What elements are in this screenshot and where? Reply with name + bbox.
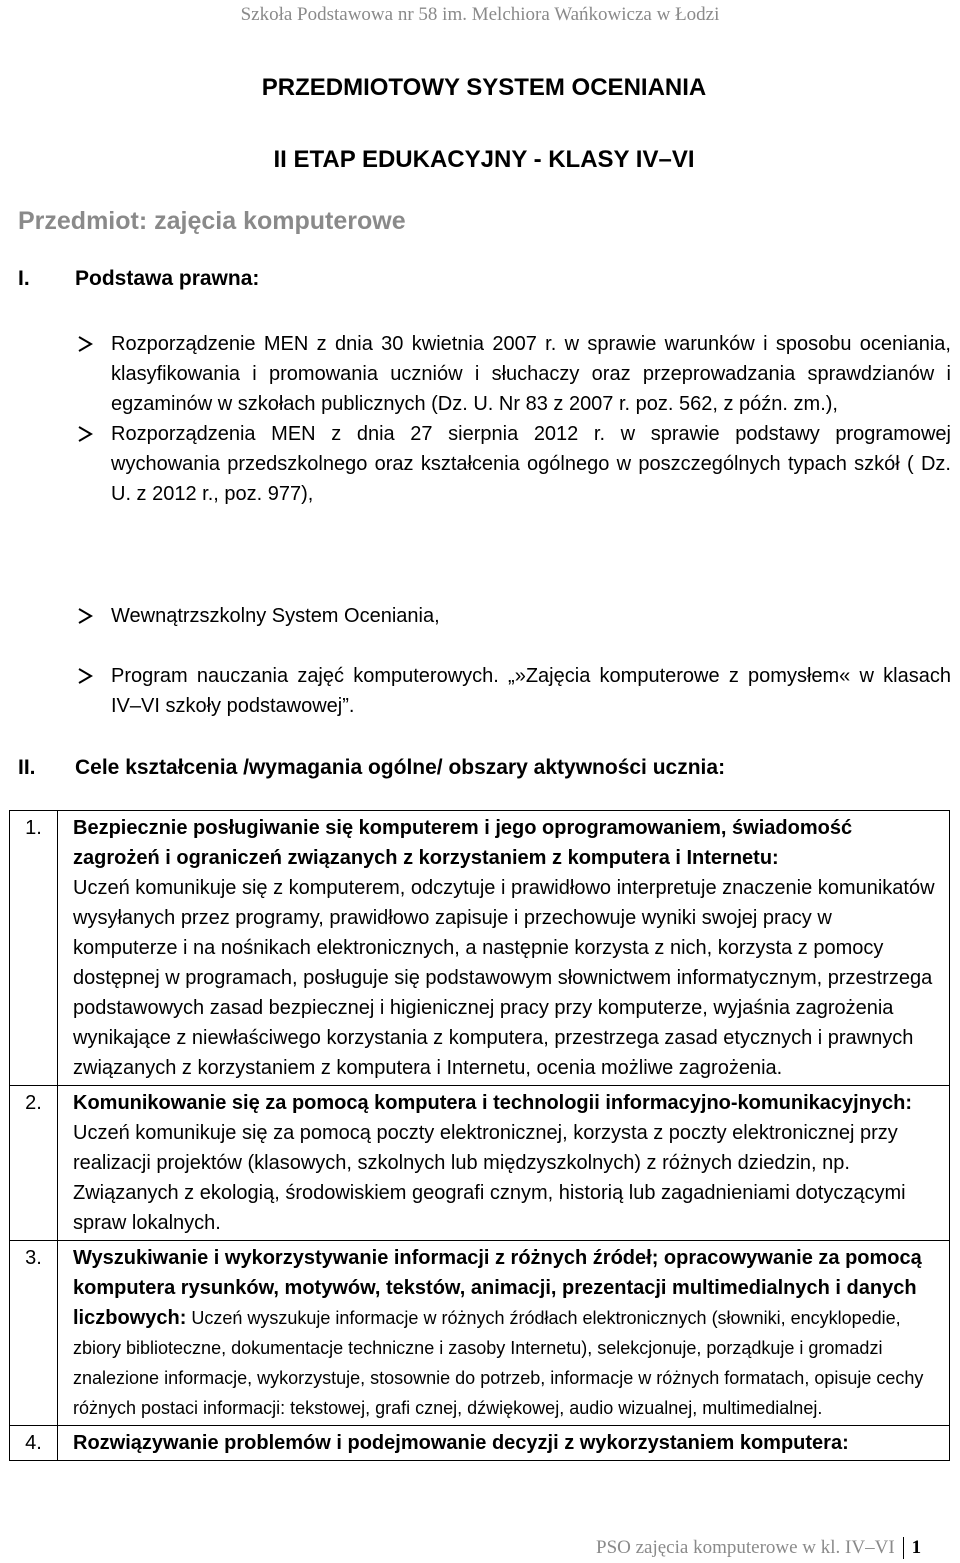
section-2-title: Cele kształcenia /wymagania ogólne/ obszary aktywności ucznia:: [75, 756, 726, 779]
row-title: Rozwiązywanie problemów i podejmowanie decyzji z wykorzystaniem komputera:: [73, 1432, 849, 1454]
legal-basis-list-2: [73, 601, 951, 631]
row-content: [58, 1086, 950, 1241]
list-item: [73, 419, 951, 509]
document-subtitle: II ETAP EDUKACYJNY - KLASY IV–VI: [273, 146, 695, 173]
table-row: [10, 1086, 950, 1241]
subject-heading: Przedmiot: zajęcia komputerowe: [18, 207, 406, 235]
arrow-bullet-icon: [73, 329, 97, 359]
footer-divider: [903, 1537, 904, 1559]
document-title: PRZEDMIOTOWY SYSTEM OCENIANIA: [261, 74, 707, 101]
arrow-bullet-icon: [73, 661, 97, 691]
row-number: 2.: [10, 1086, 58, 1241]
list-item-text: Program nauczania zajęć komputerowych. „»Zajęcia komputerowe z pomysłem« w klasach IV–VI szkoły podstawowej”.: [111, 665, 951, 717]
arrow-bullet-icon: [73, 419, 97, 449]
footer-label: PSO zajęcia komputerowe w kl. IV–VI: [596, 1537, 895, 1558]
row-content: [58, 1241, 950, 1426]
row-text: Uczeń komunikuje się z komputerem, odczytuje i prawidłowo interpretuje znaczenie komunikatów wysyłanych przez programy, prawidłowo zapisuje i przechowuje wyniki swojej pracy w komputerze i na nośnikach elektronicznych, a następnie korzysta z nich, korzysta z pomocy dostępnej w programach, posługuje się podstawowym słownictwem informatycznym, przestrzega podstawowych zasad bezpiecznej i higienicznej pracy przy komputerze, wyjaśnia zagrożenia wynikające z niewłaściwego korzystania z komputera, przestrzega zasad etycznych i prawnych związanych z korzystaniem z komputera i Internetu, ocenia możliwe zagrożenia.: [73, 877, 935, 1079]
list-item: [73, 661, 951, 721]
table-row: [10, 811, 950, 1086]
list-item-text: Wewnątrzszkolny System Oceniania,: [111, 605, 440, 627]
section-2-heading: [18, 756, 725, 780]
section-1-number: I.: [18, 267, 30, 290]
row-content: [58, 1426, 950, 1461]
list-item-text: Rozporządzenia MEN z dnia 27 sierpnia 2012 r. w sprawie podstawy programowej wychowania przedszkolnego oraz kształcenia ogólnego w poszczególnych typach szkół ( Dz. U. z 2012 r., poz. 977),: [111, 423, 951, 505]
row-number: 3.: [10, 1241, 58, 1426]
row-title: Bezpiecznie posługiwanie się komputerem i jego oprogramowaniem, świadomość zagrożeń i ograniczeń związanych z korzystaniem z komputera i Internetu:: [73, 817, 853, 869]
table-row: [10, 1241, 950, 1426]
row-number: 4.: [10, 1426, 58, 1461]
goals-table: [9, 810, 950, 1461]
list-item: [73, 601, 951, 631]
row-text: Uczeń komunikuje się za pomocą poczty elektronicznej, korzysta z poczty elektronicznej przy realizacji projektów (klasowych, szkolnych lub międzyszkolnych) z różnych dziedzin, np. Związanych z ekologią, środowiskiem geografi cznym, historią lub zagadnieniami dotyczącymi spraw lokalnych.: [73, 1122, 906, 1234]
page-footer: [596, 1537, 921, 1559]
row-title: Komunikowanie się za pomocą komputera i technologii informacyjno-komunikacyjnych:: [73, 1092, 913, 1114]
page-number: 1: [911, 1537, 922, 1558]
row-title: Wyszukiwanie i wykorzystywanie informacji z różnych źródeł; opracowywanie za pomocą komputera rysunków, motywów, tekstów, animacji, prezentacji multimedialnych i danych liczbowych:: [73, 1247, 922, 1329]
section-1-heading: [18, 267, 259, 291]
row-number: 1.: [10, 811, 58, 1086]
list-item: [73, 329, 951, 419]
page-header: Szkoła Podstawowa nr 58 im. Melchiora Wańkowicza w Łodzi: [240, 4, 720, 25]
legal-basis-list-3: [73, 661, 951, 721]
list-item-text: Rozporządzenie MEN z dnia 30 kwietnia 2007 r. w sprawie warunków i sposobu oceniania, klasyfikowania i promowania uczniów i słuchaczy oraz przeprowadzania sprawdzianów i egzaminów w szkołach publicznych (Dz. U. Nr 83 z 2007 r. poz. 562, z późn. zm.),: [111, 333, 951, 415]
row-text: Uczeń wyszukuje informacje w różnych źródłach elektronicznych (słowniki, encyklopedie, zbiory biblioteczne, dokumentacje techniczne i zasoby Internetu), selekcjonuje, porządkuje i gromadzi znalezione informacje, wykorzystuje, stosownie do potrzeb, informacje w różnych formatach, opisuje cechy różnych postaci informacji: tekstowej, grafi cznej, dźwiękowej, audio wizualnej, multimedialnej.: [73, 1308, 924, 1418]
arrow-bullet-icon: [73, 601, 97, 631]
legal-basis-list: [73, 329, 951, 509]
section-2-number: II.: [18, 756, 36, 779]
section-1-title: Podstawa prawna:: [75, 267, 260, 290]
table-row: [10, 1426, 950, 1461]
row-content: [58, 811, 950, 1086]
